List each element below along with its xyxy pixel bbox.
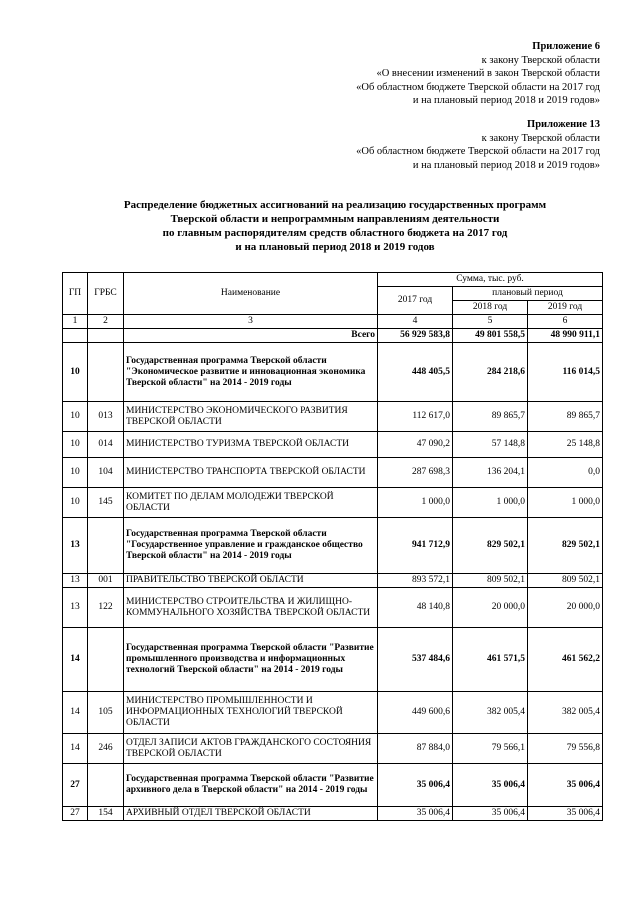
row-2017: 893 572,1 — [378, 574, 453, 588]
appendix-6-line2: «О внесении изменений в закон Тверской области — [376, 68, 600, 79]
row-2017: 537 484,6 — [378, 628, 453, 692]
row-gp: 14 — [63, 628, 88, 692]
col-number-6: 6 — [528, 315, 603, 329]
row-gp: 27 — [63, 764, 88, 807]
row-2018: 57 148,8 — [453, 432, 528, 458]
col-number-4: 4 — [378, 315, 453, 329]
row-2018: 829 502,1 — [453, 518, 528, 574]
row-2017: 287 698,3 — [378, 458, 453, 488]
header-2018: 2018 год — [453, 301, 528, 315]
row-2019: 79 556,8 — [528, 734, 603, 764]
row-2019: 382 005,4 — [528, 692, 603, 734]
row-2018: 382 005,4 — [453, 692, 528, 734]
appendix-13-line1: к закону Тверской области — [481, 132, 600, 144]
table-row — [63, 488, 603, 518]
row-grbs: 246 — [88, 734, 124, 764]
row-gp: 10 — [63, 343, 88, 402]
header-name: Наименование — [124, 273, 378, 315]
row-2017: 112 617,0 — [378, 402, 453, 432]
program-row — [63, 518, 603, 574]
row-2019: 25 148,8 — [528, 432, 603, 458]
row-name: МИНИСТЕРСТВО ЭКОНОМИЧЕСКОГО РАЗВИТИЯ ТВЕРСКОЙ ОБЛАСТИ — [124, 402, 378, 432]
row-grbs — [88, 518, 124, 574]
row-2018: 461 571,5 — [453, 628, 528, 692]
row-2019: 89 865,7 — [528, 402, 603, 432]
document-title-line3: по главным распорядителям средств областного бюджета на 2017 год — [162, 227, 508, 239]
row-grbs — [88, 764, 124, 807]
col-number-5: 5 — [453, 315, 528, 329]
row-2018: 136 204,1 — [453, 458, 528, 488]
total-2018: 49 801 558,5 — [453, 329, 528, 343]
document-title-line2: Тверской области и непрограммным направлениям деятельности — [170, 213, 500, 225]
total-row — [63, 329, 603, 343]
row-name: Государственная программа Тверской области "Экономическое развитие и инновационная экономика Тверской области" на 2014 - 2019 годы — [124, 343, 378, 402]
row-2017: 449 600,6 — [378, 692, 453, 734]
appendix-6-line3: «Об областном бюджете Тверской области на 2017 год — [356, 81, 600, 93]
row-gp: 13 — [63, 574, 88, 588]
row-2018: 89 865,7 — [453, 402, 528, 432]
header-gp: ГП — [63, 273, 88, 315]
row-grbs — [88, 343, 124, 402]
table-row — [63, 734, 603, 764]
row-2018: 1 000,0 — [453, 488, 528, 518]
row-grbs: 122 — [88, 588, 124, 628]
row-gp: 13 — [63, 588, 88, 628]
row-2019: 35 006,4 — [528, 764, 603, 807]
document-title-line4: и на плановый период 2018 и 2019 годов — [235, 241, 435, 253]
header-2017: 2017 год — [378, 287, 453, 315]
row-gp: 10 — [63, 402, 88, 432]
row-2019: 461 562,2 — [528, 628, 603, 692]
row-2017: 448 405,5 — [378, 343, 453, 402]
row-name: МИНИСТЕРСТВО ТУРИЗМА ТВЕРСКОЙ ОБЛАСТИ — [124, 432, 378, 458]
row-name: МИНИСТЕРСТВО СТРОИТЕЛЬСТВА И ЖИЛИЩНО-КОММУНАЛЬНОГО ХОЗЯЙСТВА ТВЕРСКОЙ ОБЛАСТИ — [124, 588, 378, 628]
row-2019: 116 014,5 — [528, 343, 603, 402]
header-grbs: ГРБС — [88, 273, 124, 315]
row-2019: 35 006,4 — [528, 807, 603, 821]
row-2017: 47 090,2 — [378, 432, 453, 458]
row-2018: 20 000,0 — [453, 588, 528, 628]
program-row — [63, 628, 603, 692]
program-row — [63, 343, 603, 402]
header-planned-period: плановый период — [453, 287, 603, 301]
row-2018: 809 502,1 — [453, 574, 528, 588]
document-title-line1: Распределение бюджетных ассигнований на реализацию государственных программ — [123, 199, 547, 211]
appendix-13-title: Приложение 13 — [527, 119, 600, 130]
table-row — [63, 432, 603, 458]
row-2019: 20 000,0 — [528, 588, 603, 628]
row-2019: 829 502,1 — [528, 518, 603, 574]
total-gp — [63, 329, 88, 343]
budget-table — [62, 272, 603, 821]
row-gp: 10 — [63, 432, 88, 458]
row-name: МИНИСТЕРСТВО ТРАНСПОРТА ТВЕРСКОЙ ОБЛАСТИ — [124, 458, 378, 488]
table-row — [63, 402, 603, 432]
row-grbs: 001 — [88, 574, 124, 588]
col-number-2: 2 — [88, 315, 124, 329]
row-grbs: 014 — [88, 432, 124, 458]
appendix-13-line3: и на плановый период 2018 и 2019 годов» — [412, 159, 600, 171]
appendix-13-line2: «Об областном бюджете Тверской области на 2017 год — [356, 146, 600, 157]
row-2018: 79 566,1 — [453, 734, 528, 764]
row-name: АРХИВНЫЙ ОТДЕЛ ТВЕРСКОЙ ОБЛАСТИ — [124, 807, 378, 821]
table-row — [63, 458, 603, 488]
table-row — [63, 574, 603, 588]
row-grbs — [88, 628, 124, 692]
appendix-13-header — [356, 118, 600, 172]
table-row — [63, 588, 603, 628]
total-2017: 56 929 583,8 — [378, 329, 453, 343]
row-grbs: 145 — [88, 488, 124, 518]
row-name: ОТДЕЛ ЗАПИСИ АКТОВ ГРАЖДАНСКОГО СОСТОЯНИЯ ТВЕРСКОЙ ОБЛАСТИ — [124, 734, 378, 764]
appendix-6-line1: к закону Тверской области — [481, 54, 600, 66]
total-label: Всего — [124, 329, 378, 343]
row-name: Государственная программа Тверской области "Развитие промышленного производства и информационных технологий Тверской области" на 2014 - 2019 годы — [124, 628, 378, 692]
table-row — [63, 692, 603, 734]
row-name: Государственная программа Тверской области "Государственное управление и гражданское общество Тверской области" на 2014 - 2019 годы — [124, 518, 378, 574]
row-2017: 941 712,9 — [378, 518, 453, 574]
total-2019: 48 990 911,1 — [528, 329, 603, 343]
appendix-6-header — [356, 40, 600, 108]
col-number-3: 3 — [124, 315, 378, 329]
row-grbs: 013 — [88, 402, 124, 432]
row-gp: 10 — [63, 458, 88, 488]
row-grbs: 154 — [88, 807, 124, 821]
program-row — [63, 764, 603, 807]
appendix-6-title: Приложение 6 — [532, 41, 600, 52]
row-2017: 35 006,4 — [378, 807, 453, 821]
row-2017: 48 140,8 — [378, 588, 453, 628]
document-title — [60, 198, 610, 254]
row-2019: 0,0 — [528, 458, 603, 488]
row-gp: 27 — [63, 807, 88, 821]
row-2017: 35 006,4 — [378, 764, 453, 807]
appendix-6-line4: и на плановый период 2018 и 2019 годов» — [412, 95, 600, 106]
row-gp: 14 — [63, 734, 88, 764]
row-name: Государственная программа Тверской области "Развитие архивного дела в Тверской области" на 2014 - 2019 годы — [124, 764, 378, 807]
row-2018: 284 218,6 — [453, 343, 528, 402]
row-gp: 13 — [63, 518, 88, 574]
row-2018: 35 006,4 — [453, 807, 528, 821]
row-grbs: 105 — [88, 692, 124, 734]
row-2019: 1 000,0 — [528, 488, 603, 518]
row-name: КОМИТЕТ ПО ДЕЛАМ МОЛОДЕЖИ ТВЕРСКОЙ ОБЛАСТИ — [124, 488, 378, 518]
row-2018: 35 006,4 — [453, 764, 528, 807]
row-name: МИНИСТЕРСТВО ПРОМЫШЛЕННОСТИ И ИНФОРМАЦИОННЫХ ТЕХНОЛОГИЙ ТВЕРСКОЙ ОБЛАСТИ — [124, 692, 378, 734]
row-name: ПРАВИТЕЛЬСТВО ТВЕРСКОЙ ОБЛАСТИ — [124, 574, 378, 588]
row-2017: 1 000,0 — [378, 488, 453, 518]
header-sum: Сумма, тыс. руб. — [378, 273, 603, 287]
header-2019: 2019 год — [528, 301, 603, 315]
table-row — [63, 807, 603, 821]
col-number-1: 1 — [63, 315, 88, 329]
row-2017: 87 884,0 — [378, 734, 453, 764]
total-grbs — [88, 329, 124, 343]
row-grbs: 104 — [88, 458, 124, 488]
row-gp: 14 — [63, 692, 88, 734]
row-2019: 809 502,1 — [528, 574, 603, 588]
row-gp: 10 — [63, 488, 88, 518]
